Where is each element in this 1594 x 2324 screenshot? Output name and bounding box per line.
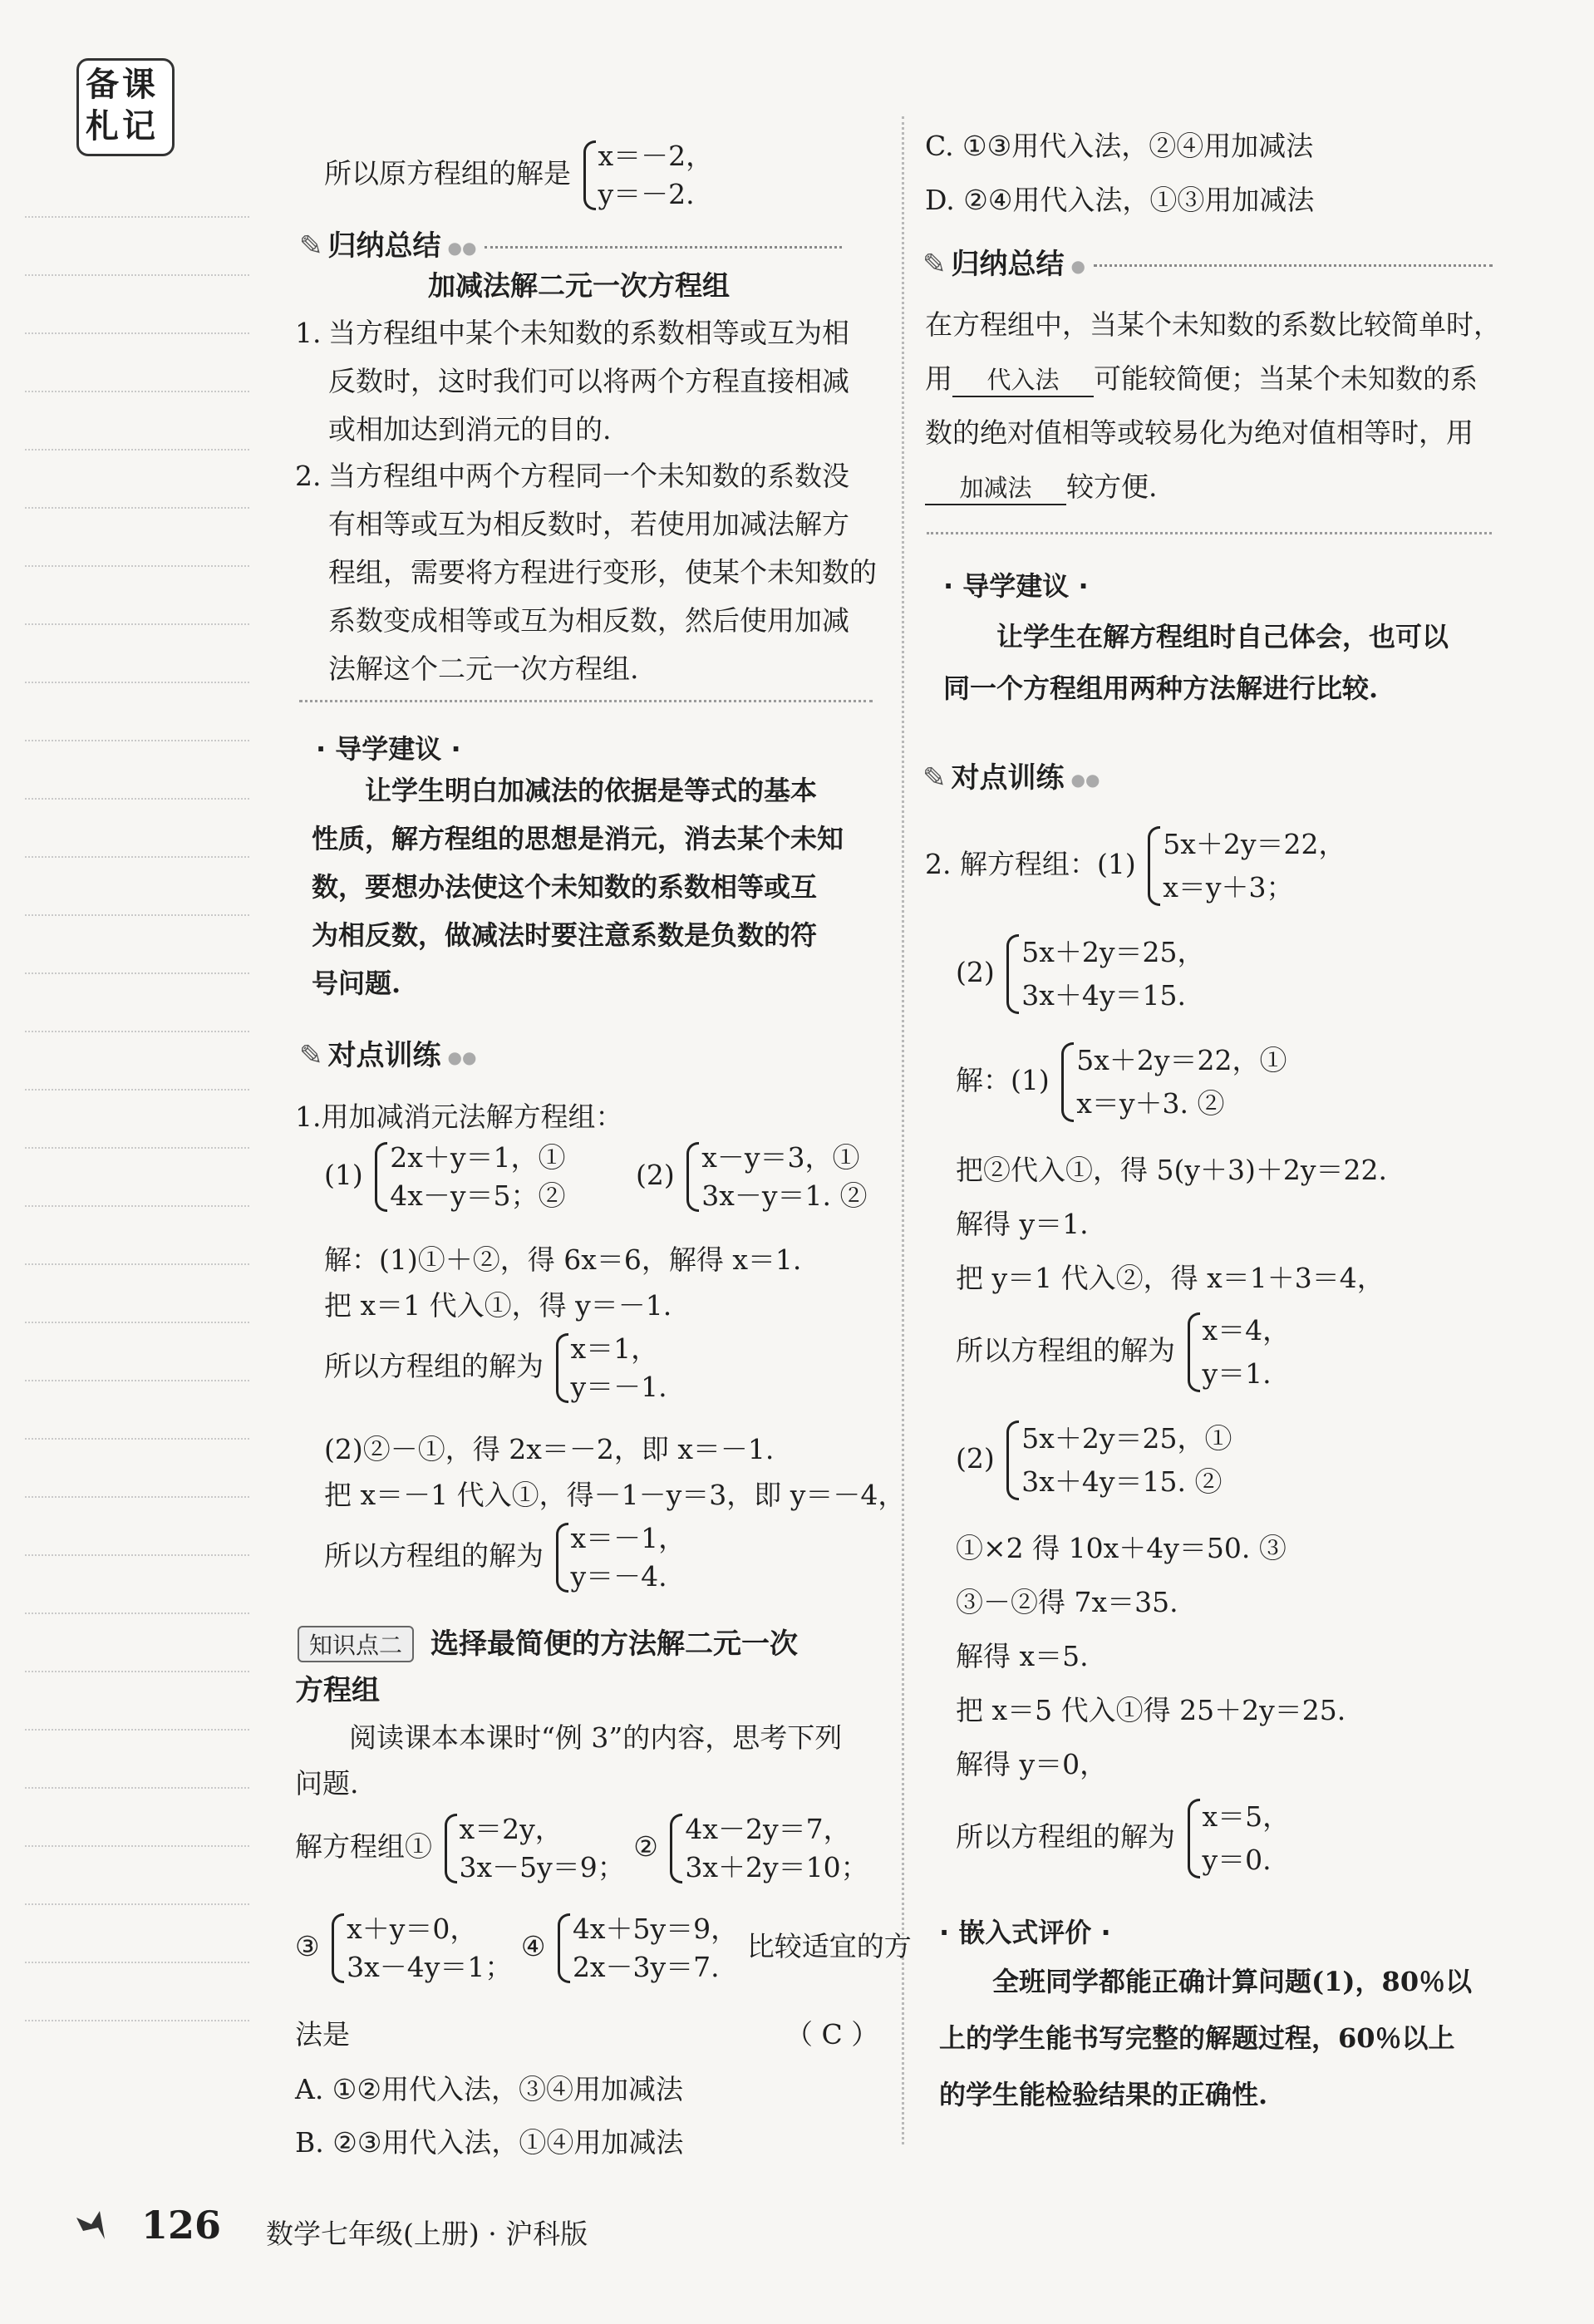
equation-system: 5x＋2y＝25， 3x＋4y＝15.	[1003, 931, 1204, 1017]
summary-line: 在方程组中，当某个未知数的系数比较简单时，	[925, 308, 1501, 341]
option-c: C. ①③用代入法，②④用加减法	[925, 130, 1314, 162]
column-divider	[902, 116, 904, 2144]
divider	[299, 700, 873, 702]
guide-heading: · 导学建议 ·	[316, 733, 461, 765]
notes-badge: 备课 札记	[76, 58, 175, 156]
question-1-part-2: (2) x－y＝3，① 3x－y＝1. ②	[636, 1139, 867, 1215]
equation-system: x＝1， y＝－1.	[553, 1330, 667, 1406]
solution-step: 把②代入①，得 5(y＋3)＋2y＝22.	[956, 1154, 1387, 1186]
evaluation-heading: · 嵌入式评价 ·	[939, 1917, 1111, 1948]
evaluation-text: 全班同学都能正确计算问题(1)，80％以 上的学生能书写完整的解题过程，60％以上 的学生能检验结果的正确性.	[939, 1966, 1473, 2110]
solution-step: 把 x＝5 代入①得 25＋2y＝25.	[956, 1694, 1346, 1726]
equation-system: x＝－2， y＝－2.	[580, 137, 714, 214]
pencil-icon: ✎	[299, 1039, 323, 1072]
equation-system: 5x＋2y＝22， x＝y＋3；	[1144, 823, 1346, 909]
page-number: 126	[141, 2203, 222, 2248]
reading-instruction-cont: 问题.	[295, 1767, 359, 1800]
equation-system: x＝5， y＝0.	[1184, 1795, 1291, 1882]
answer-part-2: (2) 5x＋2y＝25，① 3x＋4y＝15. ②	[956, 1417, 1232, 1504]
solution-step: ③－②得 7x＝35.	[956, 1586, 1178, 1618]
guide-text: 让学生在解方程组时自己体会，也可以 同一个方程组用两种方法解进行比较.	[943, 621, 1449, 704]
pencil-icon: ✎	[922, 761, 947, 795]
dots-icon: ●	[1070, 255, 1085, 276]
equation-system: x＝－1， y＝－4.	[553, 1519, 686, 1596]
summary-subtitle: 加减法解二元一次方程组	[428, 269, 730, 302]
summary-line: 加减法 较方便.	[925, 465, 1158, 505]
solution-step: 解得 y＝1.	[956, 1208, 1089, 1240]
equation-system: x＝4， y＝1.	[1184, 1309, 1291, 1396]
summary-line: 用 代入法 可能较简便；当某个未知数的系	[925, 357, 1478, 397]
equation-system: 5x＋2y＝25，① 3x＋4y＝15. ②	[1003, 1417, 1232, 1504]
solution-result: 所以方程组的解为 x＝5， y＝0.	[956, 1795, 1290, 1882]
answer-choice: （ C ）	[785, 2018, 879, 2051]
question-tail: 法是	[295, 2018, 350, 2051]
dots-icon: ●●	[447, 237, 477, 258]
equation-system: 4x＋5y＝9， 2x－3y＝7.	[554, 1910, 738, 1987]
summary-heading: ✎ 归纳总结 ●●	[299, 223, 842, 263]
pencil-icon: ✎	[299, 229, 323, 263]
equation-system: 5x＋2y＝22，① x＝y＋3. ②	[1058, 1039, 1287, 1125]
practice-heading: ✎ 对点训练 ●●	[299, 1039, 477, 1072]
dots-icon: ●●	[1070, 769, 1100, 790]
dots-icon: ●●	[447, 1046, 477, 1067]
question-2: 2. 解方程组：(1) 5x＋2y＝22， x＝y＋3；	[925, 823, 1346, 909]
solution-step: 解得 y＝0，	[956, 1748, 1108, 1780]
equation-system: x＋y＝0， 3x－4y＝1；	[328, 1910, 512, 1987]
equation-system: 2x＋y＝1，① 4x－y＝5；②	[371, 1139, 565, 1215]
equation-system: x＝2y， 3x－5y＝9；	[441, 1810, 625, 1887]
page-corner-icon	[75, 2206, 121, 2243]
summary-item-1: 1. 当方程组中某个未知数的系数相等或互为相 反数时，这时我们可以将两个方程直接相减 或相加达到消元的目的.	[295, 317, 849, 446]
solution-step: (2)②－①，得 2x＝－2，即 x＝－1.	[324, 1433, 775, 1465]
knowledge-point-title: 知识点二 选择最简便的方法解二元一次	[298, 1621, 798, 1662]
solution-result: 所以方程组的解为 x＝1， y＝－1.	[324, 1330, 667, 1406]
fill-blank-answer: 代入法	[952, 362, 1094, 397]
practice-heading: ✎ 对点训练 ●●	[922, 761, 1100, 795]
question-2-part-2: (2) 5x＋2y＝25， 3x＋4y＝15.	[956, 931, 1205, 1017]
solution-result: 所以方程组的解为 x＝－1， y＝－4.	[324, 1519, 686, 1596]
option-d: D. ②④用代入法，①③用加减法	[925, 184, 1315, 216]
fill-blank-answer: 加减法	[925, 470, 1066, 505]
solution-step: 解：(1)①＋②，得 6x＝6，解得 x＝1.	[324, 1243, 802, 1276]
solution-step: 把 y＝1 代入②，得 x＝1＋3＝4，	[956, 1262, 1385, 1294]
option-a: A. ①②用代入法，③④用加减法	[295, 2073, 683, 2105]
book-title: 数学七年级(上册) · 沪科版	[266, 2218, 588, 2250]
equation-system: 4x－2y＝7， 3x＋2y＝10；	[667, 1810, 868, 1887]
knowledge-point-tag: 知识点二	[298, 1626, 414, 1662]
solution-step: 把 x＝1 代入①，得 y＝－1.	[324, 1289, 672, 1322]
previous-solution: 所以原方程组的解是 x＝－2， y＝－2.	[324, 137, 713, 214]
question-systems-row-2: ③ x＋y＝0， 3x－4y＝1； ④ 4x＋5y＝9， 2x－3y＝7. 比较适宜的方	[295, 1910, 912, 1987]
guide-text: 让学生明白加减法的依据是等式的基本 性质，解方程组的思想是消元，消去某个未知 数，要想办法使这个未知数的系数相等或互 为相反数，做减法时要注意系数是负数的符 号问题.	[312, 775, 844, 999]
summary-heading: ✎ 归纳总结 ●	[922, 241, 1493, 282]
divider	[927, 532, 1492, 534]
knowledge-point-title-cont: 方程组	[295, 1674, 380, 1707]
answer-part-1: 解：(1) 5x＋2y＝22，① x＝y＋3. ②	[956, 1039, 1287, 1125]
solution-result: 所以方程组的解为 x＝4， y＝1.	[956, 1309, 1290, 1396]
solution-step: 解得 x＝5.	[956, 1640, 1089, 1672]
question-systems-row-1: 解方程组① x＝2y， 3x－5y＝9； ② 4x－2y＝7， 3x＋2y＝10；	[295, 1810, 868, 1887]
summary-line: 数的绝对值相等或较易化为绝对值相等时，用	[925, 416, 1473, 449]
guide-heading: · 导学建议 ·	[943, 570, 1089, 602]
question-1: 1.用加减消元法解方程组：	[295, 1100, 623, 1133]
pencil-icon: ✎	[922, 248, 947, 281]
reading-instruction: 阅读课本本课时“例 3”的内容，思考下列	[349, 1721, 843, 1754]
solution-step: 把 x＝－1 代入①，得－1－y＝3，即 y＝－4，	[324, 1479, 906, 1511]
solution-step: ①×2 得 10x＋4y＝50. ③	[956, 1532, 1287, 1564]
equation-system: x－y＝3，① 3x－y＝1. ②	[683, 1139, 867, 1215]
question-1-part-1: (1) 2x＋y＝1，① 4x－y＝5；②	[324, 1139, 566, 1215]
summary-item-2: 2. 当方程组中两个方程同一个未知数的系数没 有相等或互为相反数时，若使用加减法解方 程组，需要将方程进行变形，使某个未知数的 系数变成相等或互为相反数，然后使用加减 法解这个二元一次方程组.	[295, 460, 877, 685]
page-footer	[75, 2203, 740, 2253]
option-b: B. ②③用代入法，①④用加减法	[295, 2126, 684, 2159]
